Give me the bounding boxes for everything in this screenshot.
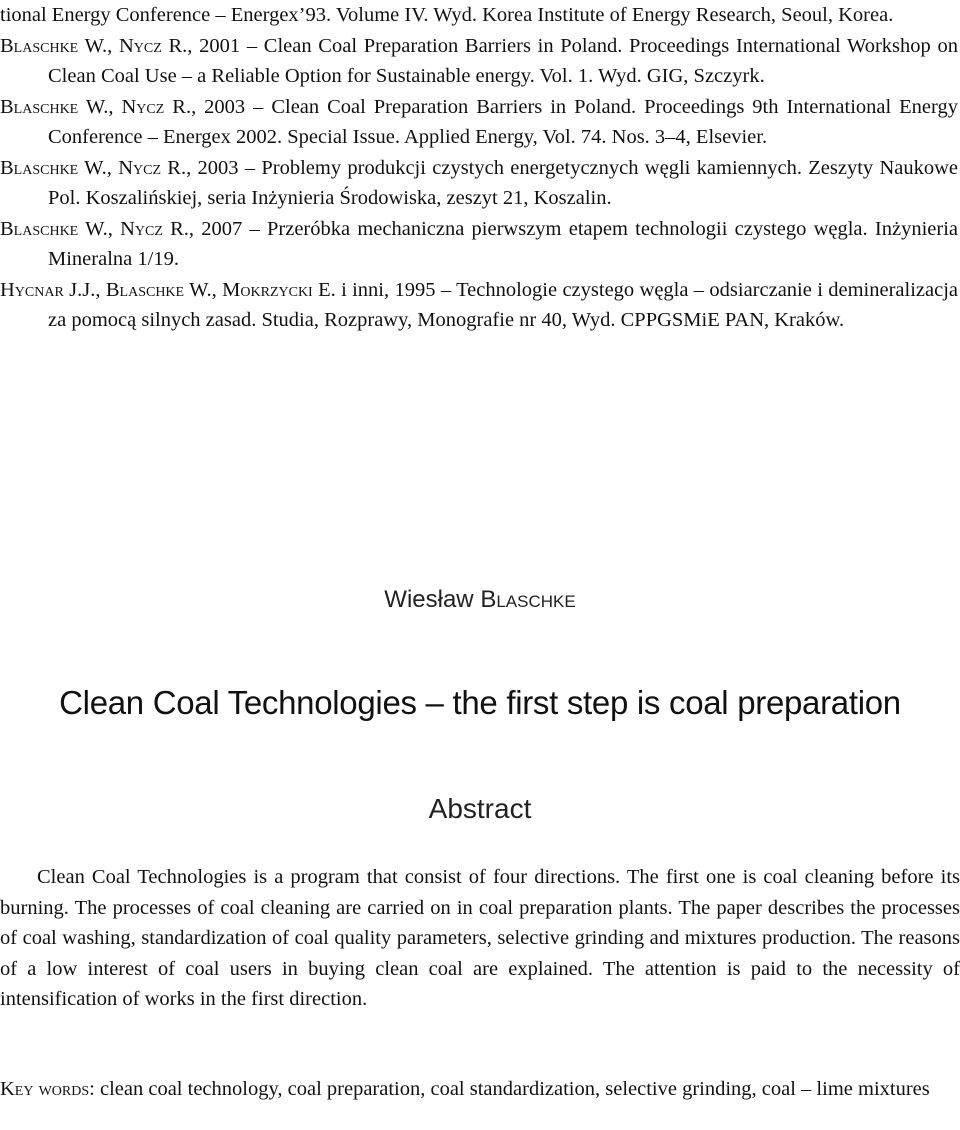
reference-item <box>0 92 958 153</box>
author-initials: W., <box>78 217 121 240</box>
author-initials: R. <box>161 34 188 57</box>
author-surname: Nycz <box>118 34 162 57</box>
reference-text: , 2003 – Clean Coal Preparation Barriers in Poland. Proceedings 9th International Energy Conference – Energex 2002. Special Issue. Applied Energy, Vol. 74. Nos. 3–4, Elsevier. <box>48 95 958 148</box>
author-surname: Blaschke <box>0 156 79 179</box>
reference-item <box>0 0 958 31</box>
author-surname: Nycz <box>118 156 161 179</box>
reference-item <box>0 214 958 275</box>
author-initials: W., <box>78 34 119 57</box>
article-author <box>0 586 960 614</box>
article-title: Clean Coal Technologies – the first step is coal preparation <box>59 684 901 721</box>
author-surname: Blaschke <box>0 95 79 118</box>
author-first-name: Wiesław <box>384 586 481 613</box>
author-surname: Nycz <box>121 95 165 118</box>
author-last-name: Blaschke <box>480 586 576 613</box>
reference-list <box>0 0 960 336</box>
author-initials: R. <box>161 156 187 179</box>
reference-text: , 2007 – Przeróbka mechaniczna pierwszym etapem technologii czystego węgla. Inżynieria Mineralna 1/19. <box>48 217 958 270</box>
author-initials: J.J., <box>63 278 106 301</box>
reference-text: tional Energy Conference – Energex’93. Volume IV. Wyd. Korea Institute of Energy Research, Seoul, Korea. <box>0 4 894 26</box>
reference-item <box>0 153 958 214</box>
reference-item <box>0 275 958 336</box>
abstract-heading: Abstract <box>428 793 532 824</box>
keywords-text: clean coal technology, coal preparation, coal standardization, selective grinding, coal – lime mixtures <box>94 1078 930 1100</box>
author-surname: Nycz <box>120 217 163 240</box>
author-surname: Blaschke <box>0 34 79 57</box>
author-initials: R. <box>162 217 189 240</box>
reference-text: , 2001 – Clean Coal Preparation Barriers in Poland. Proceedings International Workshop on Clean Coal Use – a Reliable Option for Sustainable energy. Vol. 1. Wyd. GIG, Szczyrk. <box>48 34 958 87</box>
abstract-text: Clean Coal Technologies is a program that consist of four directions. The first one is coal cleaning before its burning. The processes of coal cleaning are carried on in coal preparation plants. The paper describes the processes of coal washing, standardization of coal quality parameters, selective grinding and mixtures production. The reasons of a low interest of coal users in buying clean coal are explained. The attention is paid to the necessity of intensification of works in the first direction. <box>0 866 960 1010</box>
reference-text: i inni, 1995 – Technologie czystego węgla – odsiarczanie i demineralizacja za pomocą silnych zasad. Studia, Rozprawy, Monografie nr 40, Wyd. CPPGSMiE PAN, Kraków. <box>48 278 958 331</box>
author-surname: Blaschke <box>105 278 185 301</box>
reference-item <box>0 31 958 92</box>
reference-text: , 2003 – Problemy produkcji czystych energetycznych węgli kamiennych. Zeszyty Naukowe Pol. Koszalińskiej, seria Inżynieria Środowiska, zeszyt 21, Koszalin. <box>48 156 958 209</box>
author-initials: W., <box>184 278 223 301</box>
keywords <box>0 1074 960 1104</box>
author-initials: W., <box>78 156 119 179</box>
author-surname: Hycnar <box>0 278 64 301</box>
author-surname: Blaschke <box>0 217 79 240</box>
author-initials: R. <box>164 95 192 118</box>
author-initials: E. <box>312 278 336 301</box>
keywords-label: Key words: <box>0 1078 95 1100</box>
author-surname: Mokrzycki <box>222 278 313 301</box>
author-initials: W., <box>78 95 122 118</box>
